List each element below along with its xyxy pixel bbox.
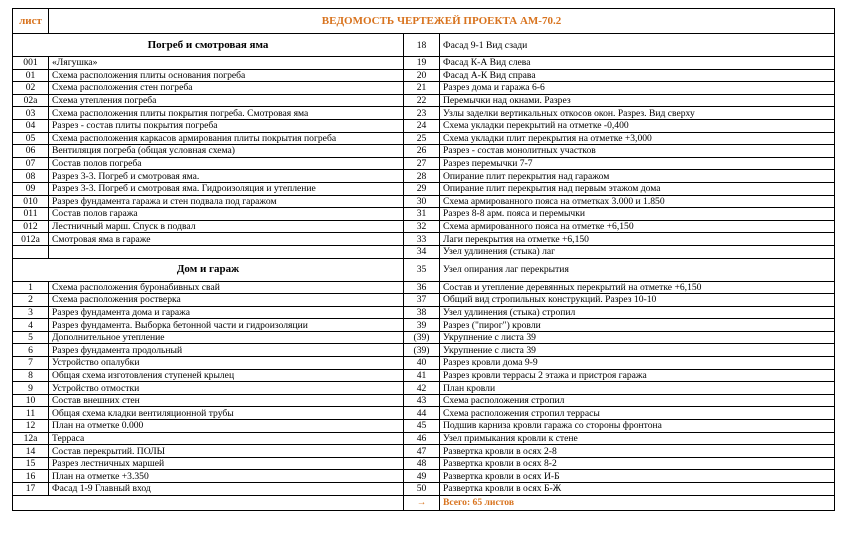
right-sheet-number: 41 (404, 369, 440, 382)
left-sheet-number: 8 (13, 369, 49, 382)
right-drawing-name: Развертка кровли в осях 2-8 (440, 445, 835, 458)
right-drawing-name: Схема укладки перекрытий на отметке -0,400 (440, 119, 835, 132)
table-row (13, 331, 835, 344)
table-row (13, 457, 835, 470)
left-drawing-name: Разрез 3-3. Погреб и смотровая яма. (49, 170, 404, 183)
right-sheet-number: (39) (404, 331, 440, 344)
left-drawing-name: Лестничный марш. Спуск в подвал (49, 220, 404, 233)
left-sheet-number: 02а (13, 94, 49, 107)
left-sheet-number: 06 (13, 145, 49, 158)
right-drawing-name: Опирание плит перекрытия над гаражом (440, 170, 835, 183)
table-row (13, 294, 835, 307)
right-sheet-number: 30 (404, 195, 440, 208)
right-sheet-number: 31 (404, 208, 440, 221)
left-sheet-number: 12а (13, 432, 49, 445)
table-row (13, 157, 835, 170)
right-sheet-number: 45 (404, 420, 440, 433)
right-drawing-name: Фасад А-К Вид справа (440, 69, 835, 82)
table-row (13, 319, 835, 332)
right-sheet-number: 27 (404, 157, 440, 170)
table-row (13, 182, 835, 195)
table-row (13, 382, 835, 395)
left-drawing-name: Вентиляция погреба (общая условная схема) (49, 145, 404, 158)
right-sheet-number: 43 (404, 394, 440, 407)
section-title: Погреб и смотровая яма (13, 34, 404, 57)
right-drawing-name: Разрез кровли террасы 2 этажа и пристроя гаража (440, 369, 835, 382)
left-drawing-name: Устройство опалубки (49, 357, 404, 370)
left-sheet-number (13, 245, 49, 258)
right-drawing-name: Схема расположения стропил (440, 394, 835, 407)
right-sheet-number: 26 (404, 145, 440, 158)
right-drawing-name: Разрез ("пирог") кровли (440, 319, 835, 332)
left-sheet-number: 9 (13, 382, 49, 395)
right-drawing-name: Узел удлинения (стыка) лаг (440, 245, 835, 258)
right-drawing-name: Перемычки над окнами. Разрез (440, 94, 835, 107)
left-drawing-name: Состав полов погреба (49, 157, 404, 170)
left-sheet-number: 012а (13, 233, 49, 246)
right-sheet-number: 34 (404, 245, 440, 258)
table-row (13, 394, 835, 407)
section-row (13, 258, 835, 281)
drawing-register-table (12, 8, 835, 511)
right-drawing-name: Опирание плит перекрытия над первым этажом дома (440, 182, 835, 195)
right-drawing-name: Разрез кровли дома 9-9 (440, 357, 835, 370)
left-drawing-name: План на отметке 0.000 (49, 420, 404, 433)
left-sheet-number: 07 (13, 157, 49, 170)
table-row (13, 119, 835, 132)
left-sheet-number: 04 (13, 119, 49, 132)
left-drawing-name: Разрез фундамента гаража и стен подвала под гаражом (49, 195, 404, 208)
table-row (13, 145, 835, 158)
left-drawing-name: Схема расположения буронабивных свай (49, 281, 404, 294)
left-sheet-number: 17 (13, 483, 49, 496)
right-sheet-number: 44 (404, 407, 440, 420)
right-sheet-number: 50 (404, 483, 440, 496)
table-row (13, 483, 835, 496)
left-drawing-name: Разрез фундамента дома и гаража (49, 306, 404, 319)
right-drawing-name: Схема армированного пояса на отметке +6,150 (440, 220, 835, 233)
right-drawing-name: Подшив карниза кровли гаража со стороны фронтона (440, 420, 835, 433)
right-drawing-name: Узлы заделки вертикальных откосов окон. Разрез. Вид сверху (440, 107, 835, 120)
table-row (13, 306, 835, 319)
right-sheet-number: 22 (404, 94, 440, 107)
right-drawing-name: Узел удлинения (стыка) стропил (440, 306, 835, 319)
right-sheet-number: 33 (404, 233, 440, 246)
left-sheet-number: 011 (13, 208, 49, 221)
right-sheet-number: 47 (404, 445, 440, 458)
right-sheet-number: 19 (404, 57, 440, 70)
left-sheet-number: 15 (13, 457, 49, 470)
right-sheet-number: 28 (404, 170, 440, 183)
right-sheet-number: 49 (404, 470, 440, 483)
left-sheet-number: 12 (13, 420, 49, 433)
total-row (13, 495, 835, 510)
left-drawing-name (49, 245, 404, 258)
arrow-icon: → (404, 495, 440, 510)
left-drawing-name: Дополнительное утепление (49, 331, 404, 344)
right-sheet-number: 32 (404, 220, 440, 233)
left-drawing-name: Состав внешних стен (49, 394, 404, 407)
right-sheet-number: 21 (404, 82, 440, 95)
right-sheet-number: 38 (404, 306, 440, 319)
left-drawing-name: Терраса (49, 432, 404, 445)
left-drawing-name: Схема расположения плиты покрытия погреба. Смотровая яма (49, 107, 404, 120)
right-sheet-number: 18 (404, 34, 440, 57)
left-drawing-name: Разрез фундамента продольный (49, 344, 404, 357)
right-drawing-name: Развертка кровли в осях И-Б (440, 470, 835, 483)
right-drawing-name: Схема укладки плит перекрытия на отметке +3,000 (440, 132, 835, 145)
table-row (13, 420, 835, 433)
table-row (13, 170, 835, 183)
right-sheet-number: 37 (404, 294, 440, 307)
table-row (13, 344, 835, 357)
left-sheet-number: 2 (13, 294, 49, 307)
total-empty-cell (13, 495, 404, 510)
right-sheet-number: (39) (404, 344, 440, 357)
left-sheet-number: 4 (13, 319, 49, 332)
left-sheet-number: 7 (13, 357, 49, 370)
right-drawing-name: Разрез дома и гаража 6-6 (440, 82, 835, 95)
table-row (13, 245, 835, 258)
left-sheet-number: 02 (13, 82, 49, 95)
right-drawing-name: Развертка кровли в осях Б-Ж (440, 483, 835, 496)
right-drawing-name: Узел примыкания кровли к стене (440, 432, 835, 445)
left-sheet-number: 09 (13, 182, 49, 195)
left-sheet-number: 10 (13, 394, 49, 407)
left-sheet-number: 11 (13, 407, 49, 420)
right-drawing-name: Состав и утепление деревянных перекрытий на отметке +6,150 (440, 281, 835, 294)
table-row (13, 407, 835, 420)
left-drawing-name: Разрез 3-3. Погреб и смотровая яма. Гидроизоляция и утепление (49, 182, 404, 195)
right-drawing-name: Схема армированного пояса на отметках 3.000 и 1.850 (440, 195, 835, 208)
left-sheet-number: 010 (13, 195, 49, 208)
left-drawing-name: Общая схема изготовления ступеней крылец (49, 369, 404, 382)
header-row (13, 9, 835, 34)
table-row (13, 132, 835, 145)
right-sheet-number: 20 (404, 69, 440, 82)
right-sheet-number: 23 (404, 107, 440, 120)
table-row (13, 470, 835, 483)
left-sheet-number: 05 (13, 132, 49, 145)
right-drawing-name: Схема расположения стропил террасы (440, 407, 835, 420)
left-drawing-name: Схема расположения каркасов армирования плиты покрытия погреба (49, 132, 404, 145)
right-drawing-name: Фасад К-А Вид слева (440, 57, 835, 70)
left-drawing-name: Схема расположения ростверка (49, 294, 404, 307)
right-drawing-name: Разрез перемычки 7-7 (440, 157, 835, 170)
right-drawing-name: Развертка кровли в осях 8-2 (440, 457, 835, 470)
left-drawing-name: Разрез лестничных маршей (49, 457, 404, 470)
left-sheet-number: 6 (13, 344, 49, 357)
table-row (13, 432, 835, 445)
left-sheet-number: 01 (13, 69, 49, 82)
table-row (13, 94, 835, 107)
table-row (13, 107, 835, 120)
right-drawing-name: Общий вид стропильных конструкций. Разрез 10-10 (440, 294, 835, 307)
left-sheet-number: 08 (13, 170, 49, 183)
document-title: ВЕДОМОСТЬ ЧЕРТЕЖЕЙ ПРОЕКТА АМ-70.2 (49, 9, 835, 34)
right-sheet-number: 39 (404, 319, 440, 332)
right-drawing-name: Лаги перекрытия на отметке +6,150 (440, 233, 835, 246)
table-row (13, 369, 835, 382)
left-sheet-number: 5 (13, 331, 49, 344)
left-drawing-name: Схема расположения стен погреба (49, 82, 404, 95)
right-sheet-number: 25 (404, 132, 440, 145)
left-sheet-number: 3 (13, 306, 49, 319)
drawing-register-sheet (12, 8, 834, 534)
left-sheet-number: 03 (13, 107, 49, 120)
left-drawing-name: «Лягушка» (49, 57, 404, 70)
right-sheet-number: 29 (404, 182, 440, 195)
right-drawing-name: Укрупнение с листа 39 (440, 331, 835, 344)
left-sheet-number: 14 (13, 445, 49, 458)
left-drawing-name: Схема утепления погреба (49, 94, 404, 107)
right-drawing-name: Разрез 8-8 арм. пояса и перемычки (440, 208, 835, 221)
right-sheet-number: 42 (404, 382, 440, 395)
right-sheet-number: 40 (404, 357, 440, 370)
right-drawing-name: Укрупнение с листа 39 (440, 344, 835, 357)
left-drawing-name: План на отметке +3.350 (49, 470, 404, 483)
left-drawing-name: Схема расположения плиты основания погреба (49, 69, 404, 82)
table-row (13, 220, 835, 233)
right-sheet-number: 46 (404, 432, 440, 445)
left-drawing-name: Устройство отмостки (49, 382, 404, 395)
right-sheet-number: 24 (404, 119, 440, 132)
sheet-column-header: лист (13, 9, 49, 34)
section-row (13, 34, 835, 57)
section-title: Дом и гараж (13, 258, 404, 281)
table-row (13, 82, 835, 95)
left-drawing-name: Фасад 1-9 Главный вход (49, 483, 404, 496)
table-row (13, 69, 835, 82)
table-row (13, 233, 835, 246)
left-sheet-number: 012 (13, 220, 49, 233)
left-drawing-name: Разрез - состав плиты покрытия погреба (49, 119, 404, 132)
right-drawing-name: План кровли (440, 382, 835, 395)
left-sheet-number: 001 (13, 57, 49, 70)
left-drawing-name: Состав полов гаража (49, 208, 404, 221)
table-row (13, 357, 835, 370)
table-row (13, 57, 835, 70)
table-row (13, 281, 835, 294)
right-drawing-name: Фасад 9-1 Вид сзади (440, 34, 835, 57)
right-drawing-name: Разрез - состав монолитных участков (440, 145, 835, 158)
left-drawing-name: Смотровая яма в гараже (49, 233, 404, 246)
left-sheet-number: 16 (13, 470, 49, 483)
table-row (13, 208, 835, 221)
left-drawing-name: Состав перекрытий. ПОЛЫ (49, 445, 404, 458)
left-sheet-number: 1 (13, 281, 49, 294)
right-sheet-number: 35 (404, 258, 440, 281)
table-row (13, 195, 835, 208)
table-row (13, 445, 835, 458)
left-drawing-name: Разрез фундамента. Выборка бетонной части и гидроизоляции (49, 319, 404, 332)
right-sheet-number: 48 (404, 457, 440, 470)
right-drawing-name: Узел опирания лаг перекрытия (440, 258, 835, 281)
left-drawing-name: Общая схема кладки вентиляционной трубы (49, 407, 404, 420)
total-sheets: Всего: 65 листов (440, 495, 835, 510)
right-sheet-number: 36 (404, 281, 440, 294)
